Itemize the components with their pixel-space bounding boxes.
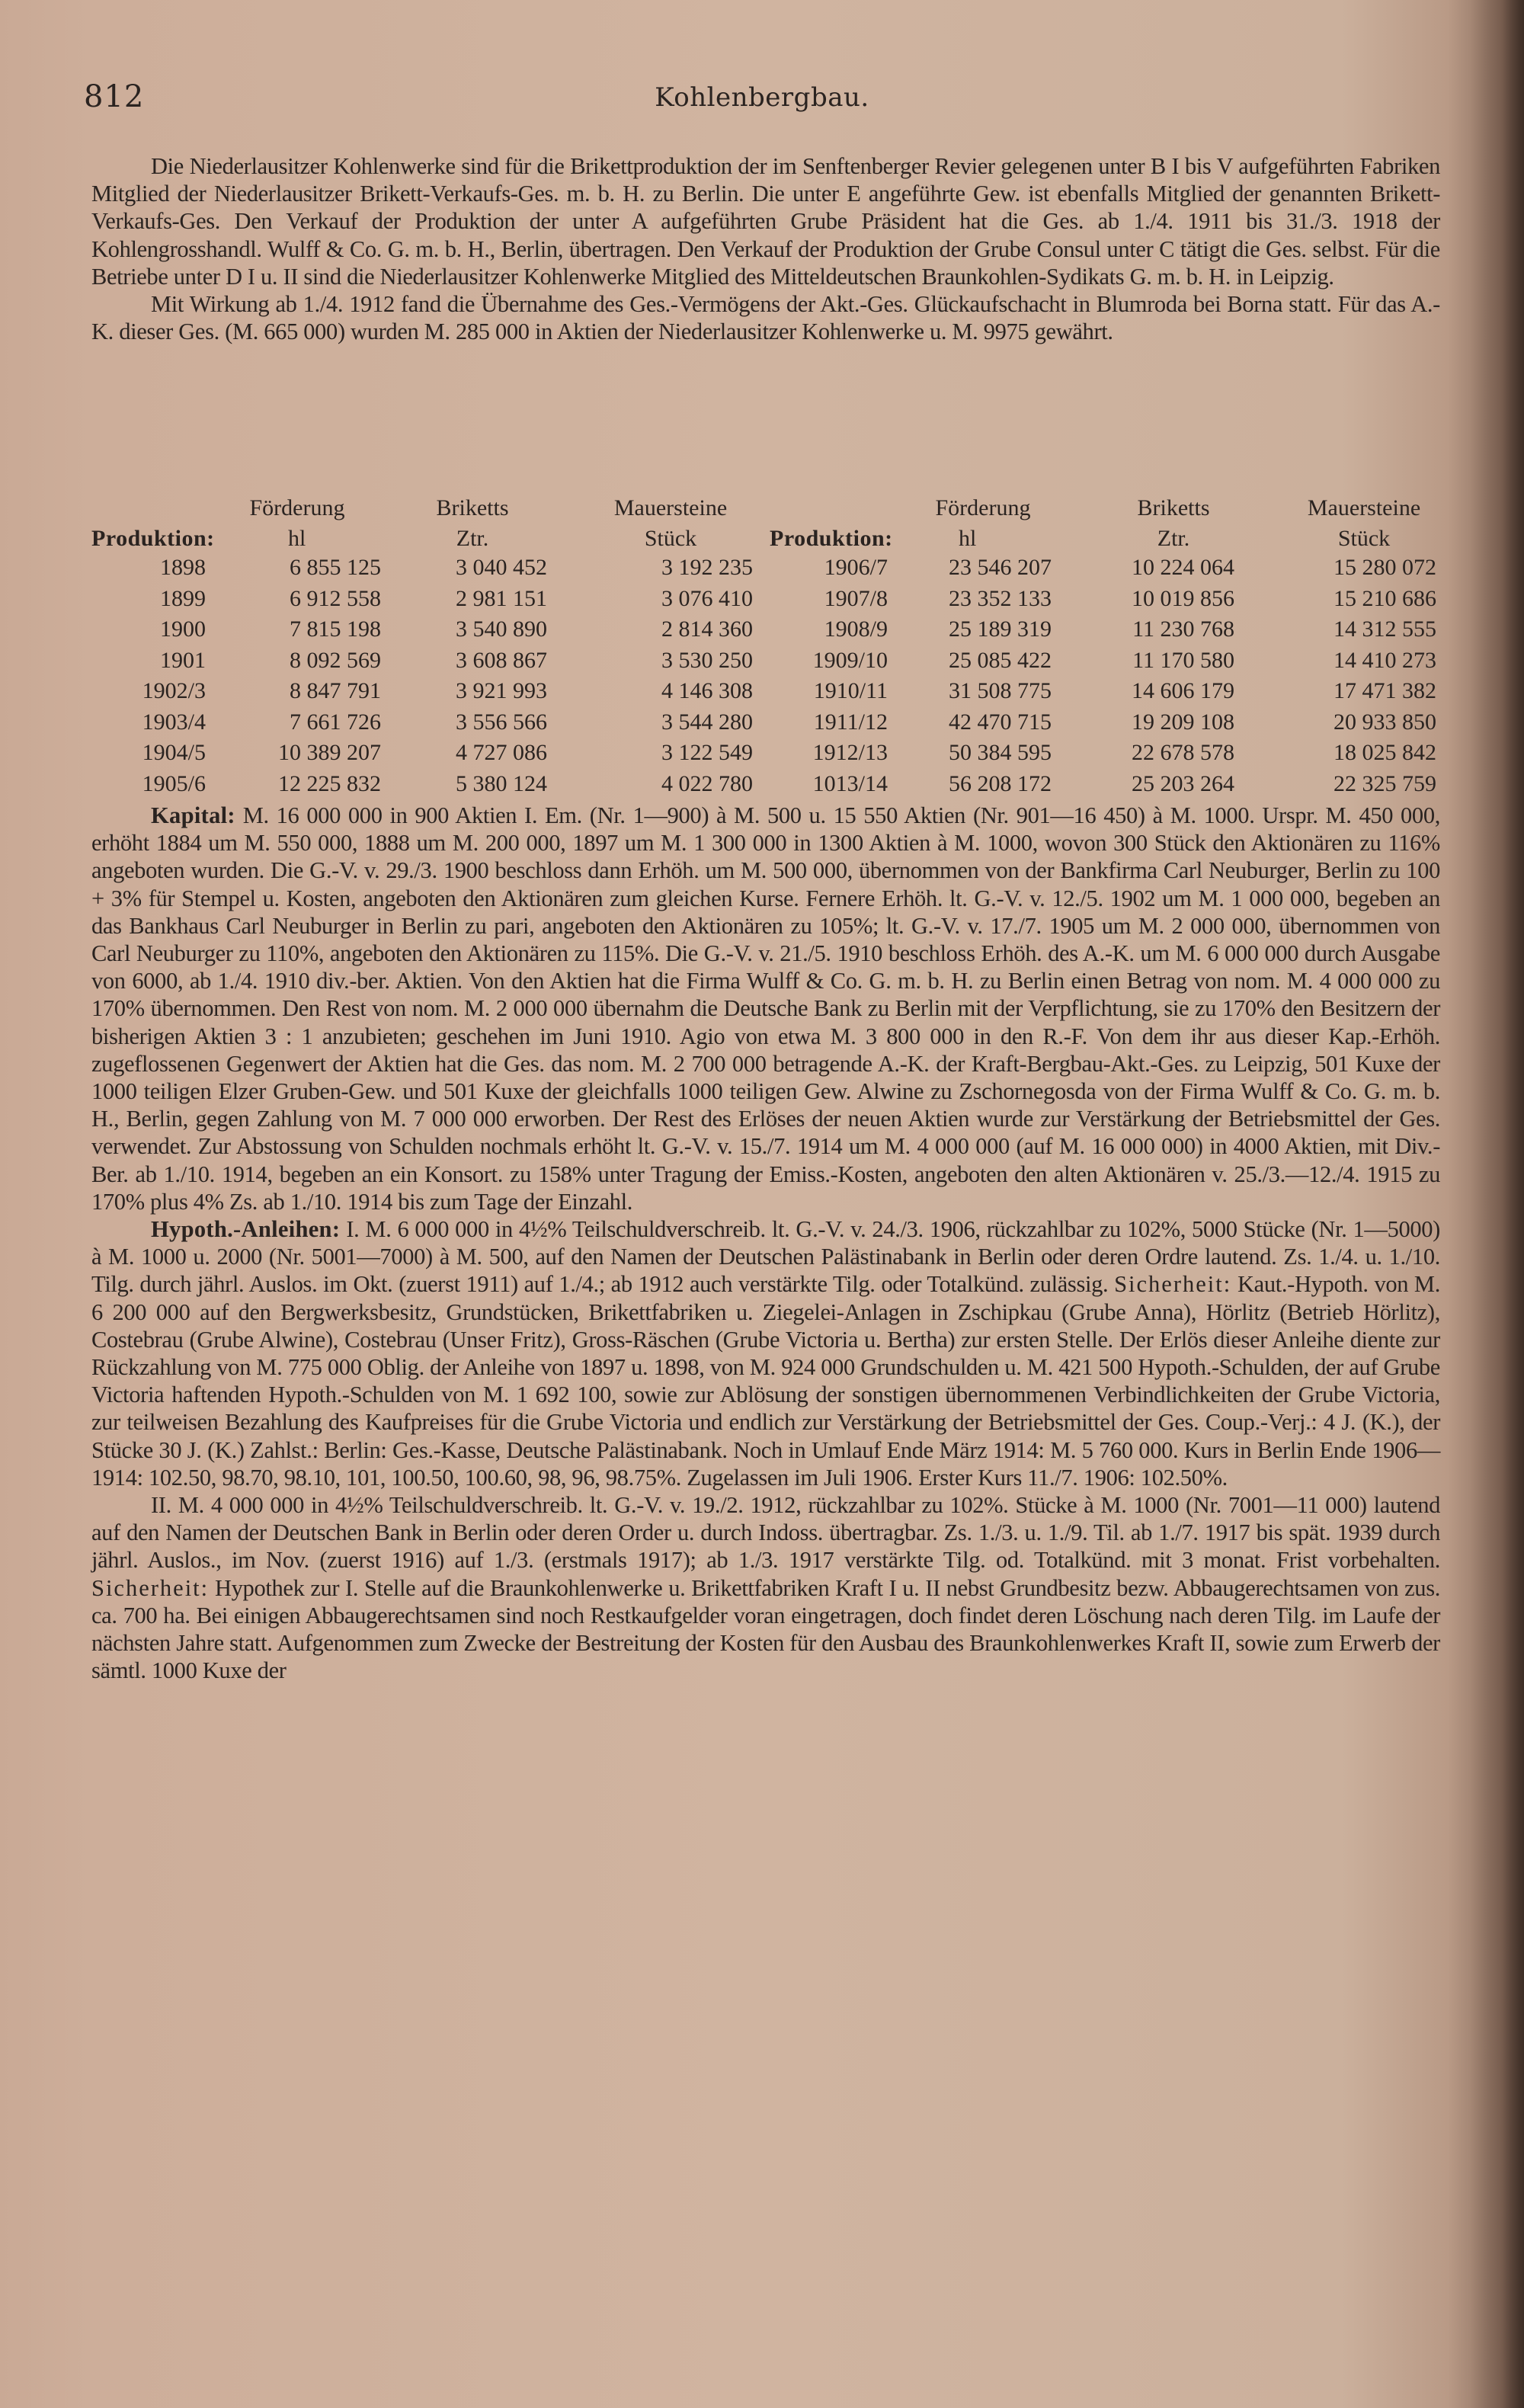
mauersteine-cell: 2 814 360 [661, 616, 753, 642]
kapital-paragraph [91, 802, 1440, 1215]
col-header-briketts: Briketts [436, 495, 509, 520]
foerderung-cell: 7 661 726 [290, 709, 381, 735]
col-header-briketts: Briketts [1137, 495, 1210, 520]
foerderung-cell: 10 389 207 [278, 740, 381, 765]
foerderung-cell: 6 912 558 [290, 585, 381, 611]
col-header-foerderung: Förderung [249, 495, 345, 520]
table-row [91, 709, 762, 741]
production-table [91, 495, 1448, 796]
loan2-text-1: II. M. 4 000 000 in 4½% Teilschuldverschreib. lt. G.-V. v. 19./2. 1912, rückzahlbar zu 102%. Stücke à M. 1000 (Nr. 7001—11 000) lautend auf den Namen der Deutschen Bank in Berlin oder deren Order u. durch Indoss. übertragbar. Zs. 1./3. u. 1./9. Til. ab 1./7. 1917 bis spät. 1939 durch jährl. Auslos., im Nov. (zuerst 1916) auf 1./3. (erstmals 1917); ab 1./3. 1917 verstärkte Tilg. od. Totalkünd. mit 3 monat. Frist vorbehalten. [91, 1492, 1440, 1574]
year-cell: 1908/9 [824, 616, 888, 642]
mauersteine-cell: 4 146 308 [661, 678, 753, 703]
table-row [91, 740, 762, 771]
foerderung-cell: 6 855 125 [290, 555, 381, 580]
page-number: 812 [84, 79, 145, 114]
col-header-mauersteine: Mauersteine [613, 495, 728, 520]
mauersteine-cell: 3 076 410 [661, 585, 753, 611]
year-cell: 1906/7 [824, 555, 888, 580]
table-row [91, 678, 762, 709]
briketts-cell: 3 556 566 [456, 709, 547, 735]
year-cell: 1909/10 [812, 647, 888, 673]
year-cell: 1911/12 [813, 709, 888, 735]
table-header-row [91, 495, 762, 526]
mauersteine-cell: 4 022 780 [661, 770, 753, 796]
mauersteine-cell: 15 280 072 [1334, 555, 1436, 580]
year-cell: 1898 [160, 555, 206, 580]
table-header-row [770, 495, 1440, 526]
foerderung-cell: 23 546 207 [949, 555, 1052, 580]
briketts-cell: 11 230 768 [1132, 616, 1234, 642]
year-cell: 1013/14 [812, 770, 888, 796]
briketts-cell: 11 170 580 [1132, 647, 1234, 673]
hypoth-text-2: Kaut.-Hypoth. von M. 6 200 000 auf den Bergwerksbesitz, Grundstücken, Brikettfabriken u. Ziegelei-Anlagen in Zschipkau (Grube Anna), Hörlitz (Betrieb Hörlitz), Costebrau (Grube Alwine), Costebrau (Unser Fritz), Gross-Räschen (Grube Victoria u. Bertha) zur ersten Stelle. Der Erlös dieser Anleihe diente zur Rückzahlung von M. 775 000 Oblig. der Anleihe von 1897 u. 1898, von M. 924 000 Grundschulden u. M. 421 500 Hypoth.-Schulden, der auf Grube Victoria haftenden Hypoth.-Schulden von M. 1 692 100, sowie zur Ablösung der sonstigen übernommenen Verbindlichkeiten der Grube Victoria, zur teilweisen Bezahlung des Kaufpreises für die Grube Victoria und endlich zur Verstärkung der Betriebsmittel der Ges. Coup.-Verj.: 4 J. (K.), der Stücke 30 J. (K.) Zahlst.: Berlin: Ges.-Kasse, Deutsche Palästinabank. Noch in Umlauf Ende März 1914: M. 5 760 000. Kurs in Berlin Ende 1906—1914: 102.50, 98.70, 98.10, 101, 100.50, 100.60, 98, 96, 98.75%. Zugelassen im Juli 1906. Erster Kurs 11./7. 1906: 102.50%. [91, 1271, 1440, 1491]
year-cell: 1899 [160, 585, 206, 611]
briketts-cell: 3 921 993 [456, 678, 547, 703]
briketts-cell: 25 203 264 [1132, 770, 1234, 796]
unit-briketts: Ztr. [456, 526, 489, 551]
hypoth-paragraph-1 [91, 1215, 1440, 1491]
table-row [91, 648, 762, 679]
table-unit-row [91, 526, 762, 555]
mauersteine-cell: 3 544 280 [661, 709, 753, 735]
mauersteine-cell: 14 410 273 [1334, 647, 1436, 673]
table-row [770, 740, 1440, 771]
production-label: Produktion: [770, 526, 893, 551]
foerderung-cell: 8 092 569 [290, 647, 381, 673]
table-row [770, 555, 1440, 586]
briketts-cell: 22 678 578 [1132, 740, 1234, 765]
foerderung-cell: 25 189 319 [949, 616, 1052, 642]
foerderung-cell: 7 815 198 [290, 616, 381, 642]
mauersteine-cell: 3 192 235 [661, 555, 753, 580]
running-title: Kohlenbergbau. [655, 82, 869, 113]
year-cell: 1903/4 [142, 709, 206, 735]
page-header [84, 79, 1440, 125]
hypoth-text-1: I. M. 6 000 000 in 4½% Teilschuldverschreib. lt. G.-V. v. 24./3. 1906, rückzahlbar zu 102%, 5000 Stücke (Nr. 1—5000) à M. 1000 u. 2000 (Nr. 5001—7000) à M. 500, auf den Namen der Deutschen Palästinabank in Berlin oder deren Ordre lautend. Zs. 1./4. u. 1./10. Tilg. durch jährl. Auslos. im Okt. (zuerst 1911) auf 1./4.; ab 1912 auch verstärkte Tilg. oder Totalkünd. zulässig. [91, 1216, 1440, 1298]
year-cell: 1900 [160, 616, 206, 642]
year-cell: 1910/11 [813, 678, 888, 703]
briketts-cell: 4 727 086 [456, 740, 547, 765]
foerderung-cell: 50 384 595 [949, 740, 1052, 765]
table-row [770, 709, 1440, 741]
foerderung-cell: 12 225 832 [278, 770, 381, 796]
unit-mauersteine: Stück [1337, 526, 1391, 551]
year-cell: 1907/8 [824, 585, 888, 611]
col-header-foerderung: Förderung [935, 495, 1031, 520]
foerderung-cell: 25 085 422 [949, 647, 1052, 673]
unit-foerderung: hl [288, 526, 306, 551]
foerderung-cell: 31 508 775 [949, 678, 1052, 703]
intro-paragraph-1: Die Niederlausitzer Kohlenwerke sind für die Brikettproduktion der im Senftenberger Revier gelegenen unter B I bis V aufgeführten Fabriken Mitglied der Niederlausitzer Brikett-Verkaufs-Ges. m. b. H. zu Berlin. Die unter E angeführte Gew. ist ebenfalls Mitglied der genannten Brikett-Verkaufs-Ges. Den Verkauf der Produktion der unter A aufgeführten Grube Präsident hat die Ges. ab 1./4. 1911 bis 31./3. 1918 der Kohlengrosshandl. Wulff & Co. G. m. b. H., Berlin, übertragen. Den Verkauf der Produktion der Grube Consul unter C tätigt die Ges. selbst. Für die Betriebe unter D I u. II sind die Niederlausitzer Kohlenwerke Mitglied des Mitteldeutschen Braunkohlen-Sydikats G. m. b. H. in Leipzig. [91, 153, 1440, 290]
year-cell: 1902/3 [142, 678, 206, 703]
mauersteine-cell: 3 122 549 [661, 740, 753, 765]
briketts-cell: 3 540 890 [456, 616, 547, 642]
table-row [91, 555, 762, 586]
table-row [770, 616, 1440, 648]
briketts-cell: 5 380 124 [456, 770, 547, 796]
year-cell: 1901 [160, 647, 206, 673]
loan2-text-2: Hypothek zur I. Stelle auf die Braunkohlenwerke u. Brikettfabriken Kraft I u. II nebst Grundbesitz bezw. Abbaugerechtsamen von zus. ca. 700 ha. Bei einigen Abbaugerechtsamen sind noch Restkaufgelder voran eingetragen, doch findet deren Löschung nach deren Tilg. im Laufe der nächsten Jahre statt. Aufgenommen zum Zwecke der Bestreitung der Kosten für den Ausbau des Braunkohlenwerkes Kraft II, sowie zum Erwerb der sämtl. 1000 Kuxe der [91, 1574, 1440, 1684]
foerderung-cell: 42 470 715 [949, 709, 1052, 735]
unit-foerderung: hl [959, 526, 977, 551]
intro-section [91, 152, 1440, 345]
mauersteine-cell: 3 530 250 [661, 647, 753, 673]
foerderung-cell: 56 208 172 [949, 770, 1052, 796]
body-section [91, 802, 1440, 1685]
briketts-cell: 2 981 151 [456, 585, 547, 611]
table-row [91, 616, 762, 648]
briketts-cell: 3 608 867 [456, 647, 547, 673]
mauersteine-cell: 20 933 850 [1334, 709, 1436, 735]
mauersteine-cell: 14 312 555 [1334, 616, 1436, 642]
foerderung-cell: 23 352 133 [949, 585, 1052, 611]
briketts-cell: 3 040 452 [456, 555, 547, 580]
foerderung-cell: 8 847 791 [290, 678, 381, 703]
kapital-text: M. 16 000 000 in 900 Aktien I. Em. (Nr. 1—900) à M. 500 u. 15 550 Aktien (Nr. 901—16 450) à M. 1000. Urspr. M. 450 000, erhöht 1884 um M. 550 000, 1888 um M. 200 000, 1897 um M. 1 300 000 in 1300 Aktien à M. 1000, wovon 300 Stück den Aktionären zu 116% angeboten wurden. Die G.-V. v. 29./3. 1900 beschloss dann Erhöh. um M. 500 000, übernommen von der Bankfirma Carl Neuburger, Berlin zu 100 + 3% für Stempel u. Kosten, angeboten den Aktionären zum gleichen Kurse. Fernere Erhöh. lt. G.-V. v. 12./5. 1902 um M. 1 000 000, begeben an das Bankhaus Carl Neuburger in Berlin zu pari, angeboten den Aktionären zu 105%; lt. G.-V. v. 17./7. 1905 um M. 2 000 000, übernommen von Carl Neuburger zu 110%, angeboten den Aktionären zu 115%. Die G.-V. v. 21./5. 1910 beschloss Erhöh. des A.-K. um M. 6 000 000 durch Ausgabe von 6000, ab 1./4. 1910 div.-ber. Aktien. Von den Aktien hat die Firma Wulff & Co. G. m. b. H. zu Berlin einen Betrag von nom. M. 4 000 000 zu 170% übernommen. Den Rest von nom. M. 2 000 000 übernahm die Deutsche Bank zu Berlin mit der Verpflichtung, sie zu 170% den Besitzern der bisherigen Aktien 3 : 1 anzubieten; geschehen im Juni 1910. Agio von etwa M. 3 800 000 in den R.-F. Von dem ihr aus dieser Kap.-Erhöh. zugeflossenen Gegenwert der Aktien hat die Ges. das nom. M. 2 700 000 betragende A.-K. der Kraft-Bergbau-Akt.-Ges. zu Leipzig, 501 Kuxe der 1000 teiligen Elzer Gruben-Gew. und 501 Kuxe der gleichfalls 1000 teiligen Gew. Alwine zu Zschornegosda von der Firma Wulff & Co. G. m. b. H., Berlin, gegen Zahlung von M. 7 000 000 erworben. Der Rest des Erlöses der neuen Aktien wurde zur Verstärkung der Betriebsmittel der Ges. verwendet. Zur Abstossung von Schulden nochmals erhöht lt. G.-V. v. 15./7. 1914 um M. 4 000 000 (auf M. 16 000 000) in 4000 Aktien, mit Div.-Ber. ab 1./10. 1914, begeben an ein Konsort. zu 158% unter Tragung der Emiss.-Kosten, angeboten den alten Aktionären v. 25./3.—12./4. 1915 zu 170% plus 4% Zs. ab 1./10. 1914 bis zum Tage der Einzahl. [91, 802, 1440, 1215]
mauersteine-cell: 17 471 382 [1334, 678, 1436, 703]
table-unit-row [770, 526, 1440, 555]
hypoth-label: Hypoth.-Anleihen: [151, 1216, 341, 1243]
production-table-right [770, 495, 1440, 802]
year-cell: 1904/5 [142, 740, 206, 765]
mauersteine-cell: 18 025 842 [1334, 740, 1436, 765]
unit-mauersteine: Stück [644, 526, 697, 551]
briketts-cell: 10 224 064 [1132, 555, 1234, 580]
table-row [770, 648, 1440, 679]
briketts-cell: 10 019 856 [1132, 585, 1234, 611]
loan2-sicherheit-label: Sicherheit: [91, 1574, 210, 1601]
sicherheit-label: Sicherheit: [1114, 1271, 1232, 1298]
year-cell: 1905/6 [142, 770, 206, 796]
mauersteine-cell: 22 325 759 [1334, 770, 1436, 796]
year-cell: 1912/13 [812, 740, 888, 765]
briketts-cell: 19 209 108 [1132, 709, 1234, 735]
briketts-cell: 14 606 179 [1132, 678, 1234, 703]
col-header-mauersteine: Mauersteine [1307, 495, 1421, 520]
hypoth-paragraph-2 [91, 1491, 1440, 1684]
table-row [91, 771, 762, 802]
mauersteine-cell: 15 210 686 [1334, 585, 1436, 611]
binding-shadow [1471, 0, 1524, 2408]
production-table-left [91, 495, 762, 802]
unit-briketts: Ztr. [1157, 526, 1190, 551]
production-label: Produktion: [91, 526, 215, 551]
kapital-label: Kapital: [151, 802, 235, 828]
table-row [770, 678, 1440, 709]
table-row [91, 586, 762, 617]
intro-paragraph-2: Mit Wirkung ab 1./4. 1912 fand die Übernahme des Ges.-Vermögens der Akt.-Ges. Glückaufschacht in Blumroda bei Borna statt. Für das A.-K. dieser Ges. (M. 665 000) wurden M. 285 000 in Aktien der Niederlausitzer Kohlenwerke u. M. 9975 gewährt. [91, 291, 1440, 345]
table-row [770, 771, 1440, 802]
table-row [770, 586, 1440, 617]
